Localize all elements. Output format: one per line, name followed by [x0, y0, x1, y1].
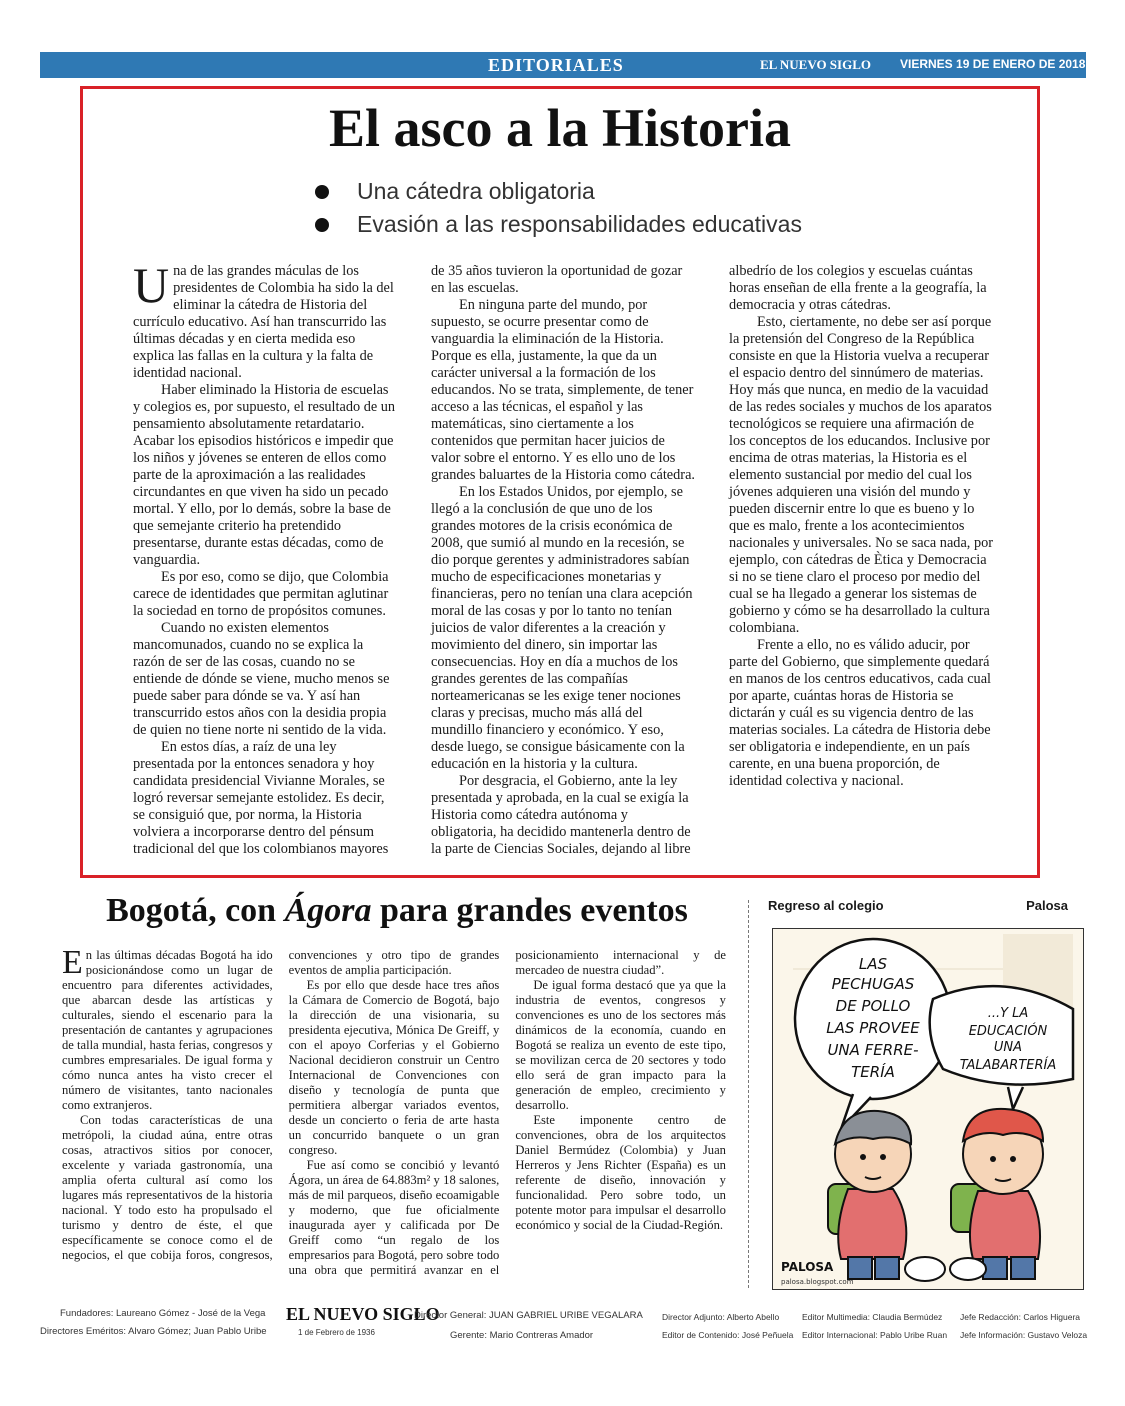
- cartoon-title: Regreso al colegio: [768, 898, 884, 913]
- cartoon-drawing: [773, 929, 1083, 1289]
- paragraph: Es por eso, como se dijo, que Colombia carece de identidades que permitan aglutinar la sociedad en torno de propósitos comunes.: [133, 569, 389, 619]
- newsroom-chief: Jefe Redacción: Carlos Higuera: [960, 1312, 1081, 1322]
- information-chief: Jefe Información: Gustavo Veloza: [960, 1330, 1088, 1340]
- editorial-article: [80, 86, 1040, 878]
- deputy-director: Director Adjunto: Alberto Abello: [662, 1312, 780, 1322]
- bubble-text: PECHUGAS: [831, 975, 915, 993]
- page-number: 3A: [1098, 53, 1124, 75]
- article-body: [62, 944, 726, 1284]
- paragraph: Una de las grandes máculas de los presidentes de Colombia ha sido la del eliminar la cátedra de Historia del currículo educativo. Así han transcurrido las últimas décadas y en cierta medida eso explica las fallas en la cultura y la falta de identidad nacional.: [133, 257, 394, 381]
- cartoon-url: palosa.blogspot.com: [781, 1278, 854, 1286]
- paragraph: Este imponente centro de convenciones, obra de los arquitectos Daniel Bermúdez (Colombia) y Juan Herreros y Jens Richter (España) es un referente de diseño, innovación y funcionalidad. Pero sobre todo, un potente motor para impulsar el desarrollo económico y social de la Ciudad-Región.: [515, 1113, 726, 1232]
- bubble-text: ...Y LA: [987, 1006, 1029, 1021]
- paragraph: Es por ello que desde hace tres años la Cámara de Comercio de Bogotá, bajo la dirección de una visionaria, su presidenta ejecutiva, Mónica De Greiff, y con el apoyo Corferias y el Gobierno Nacional decidieron construir un Centro Internacional de Convenciones con diseño y tecnología de punta que permitiera albergar variados eventos, desde un concierto o feria de arte hasta un concurrido banquete o un gran congreso.: [288, 978, 500, 1157]
- general-manager: Gerente: Mario Contreras Amador: [450, 1330, 594, 1341]
- cartoon-credit: Palosa: [1026, 898, 1068, 913]
- international-editor: Editor Internacional: Pablo Uribe Ruan: [802, 1330, 948, 1340]
- bubble-text: LAS: [858, 955, 888, 973]
- newspaper-logo: EL NUEVO SIGLO: [286, 1304, 440, 1324]
- director-general: Director General: JUAN GABRIEL URIBE VEGALARA: [414, 1310, 643, 1321]
- multimedia-editor: Editor Multimedia: Claudia Bermúdez: [802, 1312, 943, 1322]
- paragraph: En los Estados Unidos, por ejemplo, se llegó a la conclusión de que uno de los grandes motores de la crisis económica de 2008, que sumió al mundo en la recesión, se dio porque gerentes y administradores sabían mucho de especificaciones monetarias y financieras, pero no tenían una clara acepción moral de las cosas y por lo tanto no tenían juicios de valor diferentes a la creación y movimiento del dinero, sin importar las consecuencias. Hoy en día a muchos de los grandes gerentes de las compañías norteamericanas se les exige tener nociones claras y precisas, mucho más allá del mundillo financiero y económico. Y eso, desde luego, se consigue básicamente con la educación en la historia y la cultura.: [431, 484, 693, 772]
- editorial-summary: [315, 175, 802, 241]
- paragraph: En las últimas décadas Bogotá ha ido posicionándose como un lugar de encuentro para diferentes actividades, que abarcan desde las artísticas y culturales, siendo el escenario para la presentación de cantantes y agrupaciones de talla mundial, hasta ferias, congresos y cumbres empresariales. De igual forma y cómo nunca antes ha visto crecer el número de visitantes, tanto nacionales como extranjeros.: [62, 944, 273, 1112]
- bubble-text: DE POLLO: [835, 997, 911, 1015]
- masthead-footer: [40, 1306, 1090, 1350]
- paragraph: En ninguna parte del mundo, por supuesto, se ocurre presentar como de vanguardia la eliminación de la Historia. Porque es ella, justamente, la que da un carácter universal a la formación de los educandos. No se trata, simplemente, de tener acceso a las técnicas, el español y las matemáticas, sino ciertamente a los contenidos que permitan hacer juicios de valor sobre el entorno. Y es ello uno de los grandes baluartes de la Historia como cátedra.: [431, 297, 695, 483]
- founders: Fundadores: Laureano Gómez - José de la Vega: [60, 1308, 266, 1319]
- bubble-text: UNA: [993, 1040, 1023, 1055]
- summary-bullet: Una cátedra obligatoria: [315, 175, 802, 208]
- paragraph: Fue así como se concibió y levantó Ágora, un área de 64.883m² y 18 salones, más de mil parqueos, diseño ecoamigable y moderno, que fue oficialmente inaugurada ayer y calificada por De Greiff como “un regalo de los empresarios para Bogotá, pero sobre todo una obra que permitirá avanzar en el posicionamiento internacional y de mercadeo de nuestra ciudad”.: [288, 948, 726, 1277]
- paragraph: Esto, ciertamente, no debe ser así porque la pretensión del Congreso de la República consiste en que la Historia vuelva a recuperar el espacio dentro del sinnúmero de materias. Hoy más que nunca, en medio de la vacuidad de las redes sociales y muchos de los aparatos tecnológicos se requiere una afirmación de los conceptos de los educandos. Inclusive por encima de otras materias, la Historia es el elemento sustancial por medio del cual los jóvenes adquieren una visión del mundo y pueden discernir entre lo que es bueno y lo que es malo, frente a los acontecimientos nacionales y universales. No se saca nada, por ejemplo, con cátedras de Ètica y Democracia si no se tiene claro el proceso por medio del cual se ha llegado a generar los sistemas de gobierno y cómo se ha desarrollado la cultura colombiana.: [729, 314, 993, 636]
- content-editor: Editor de Contenido: José Peñuela: [662, 1330, 794, 1340]
- bubble-text: LAS PROVEE: [826, 1019, 920, 1037]
- paragraph: Frente a ello, no es válido aducir, por parte del Gobierno, que simplemente quedará en manos de los centros educativos, cada cual por aparte, cuántas horas de Historia se dictarán y cuál es su vigencia dentro de las materias sociales. La cátedra de Historia debe ser obligatoria e independiente, en un país carente, en una buena proporción, de identidad colectiva y nacional.: [729, 637, 992, 789]
- summary-bullet: Evasión a las responsabilidades educativas: [315, 208, 802, 241]
- paragraph: Por desgracia, el Gobierno, ante la ley presentada y aprobada, en la cual se exigía la Historia como cátedra autónoma y obligatoria, ha decidido mantenerla dentro de la parte de Ciencias Sociales, dejando al libre albedrío de los colegios y escuelas cuántas horas enseñan de ella frente a la geografía, la democracia y otras cátedras.: [431, 263, 987, 857]
- paragraph: En estos días, a raíz de una ley presentada por la entonces senadora y hoy candidata presidencial Vivianne Morales, se logró reversar semejante estolidez. Es decir, se consiguió que, por norma, la Historia volviera a incorporarse dentro del pénsum tradicional del que los colombianos mayores de 35 años tuvieron la oportunidad de gozar en las escuelas.: [133, 263, 683, 857]
- directors-emeriti: Directores Eméritos: Alvaro Gómez; Juan Pablo Uribe: [40, 1326, 267, 1337]
- article-title: Bogotá, con Ágora para grandes eventos: [106, 892, 688, 929]
- issue-date: VIERNES 19 DE ENERO DE 2018: [900, 57, 1086, 71]
- drop-cap: U: [133, 257, 170, 313]
- cartoon-signature: PALOSA: [781, 1260, 834, 1274]
- paragraph: Con todas características de una metrópoli, la ciudad aúna, entre otras cosas, atractivos sitios por conocer, excelente y variada gastronomía, una amplia oferta cultural así como los lugares más representativos de la historia nacional. Y todo esto ha propulsado el turismo y dentro de éste, el que específicamente se conoce como el de negocios, el que cobija foros, congresos, convenciones y otro tipo de grandes eventos de amplia participación.: [62, 948, 500, 1262]
- section-header-bar: [40, 52, 1124, 78]
- drop-cap: E: [62, 944, 83, 981]
- newspaper-name: EL NUEVO SIGLO: [760, 57, 871, 72]
- paragraph: Cuando no existen elementos mancomunados, cuando no se explica la razón de ser de las cosas, cuando no se entiende de dónde se viene, mucho menos se puede saber para dónde se va. Y así han transcurrido estos años con la desidia propia de quien no tiene norte ni sentido de la vida.: [133, 620, 390, 738]
- founding-date: 1 de Febrero de 1936: [298, 1328, 375, 1337]
- section-name: EDITORIALES: [488, 55, 624, 75]
- bubble-text: TALABARTERÍA: [959, 1058, 1057, 1073]
- bubble-text: TERÍA: [851, 1063, 895, 1081]
- bubble-text: EDUCACIÓN: [968, 1024, 1048, 1039]
- bubble-text: UNA FERRE-: [827, 1041, 919, 1059]
- editorial-title: El asco a la Historia: [329, 98, 791, 158]
- cartoon-image: [772, 928, 1084, 1290]
- editorial-body: [133, 257, 993, 863]
- paragraph: De igual forma destacó que ya que la industria de eventos, congresos y convenciones es uno de los sectores más dinámicos de la economía, cuando en Bogotá se realiza un evento de este tipo, se movilizan cerca de 20 sectores y todo ello será de gran impacto para la generación de empleo, crecimiento y desarrollo.: [515, 978, 726, 1112]
- cartoon-header: [768, 898, 1068, 913]
- paragraph: Haber eliminado la Historia de escuelas y colegios es, por supuesto, el resultado de un pensamiento absolutamente retardatario. Acabar los episodios históricos e impedir que los niños y jóvenes se enteren de ellos como parte de la aproximación a las realidades circundantes en que viven ha sido un pecado mortal. Y ello, por lo demás, sobre la base de que semejante criterio ha pretendido presentarse, durante estas décadas, como de vanguardia.: [133, 382, 396, 568]
- column-divider: [748, 900, 749, 1288]
